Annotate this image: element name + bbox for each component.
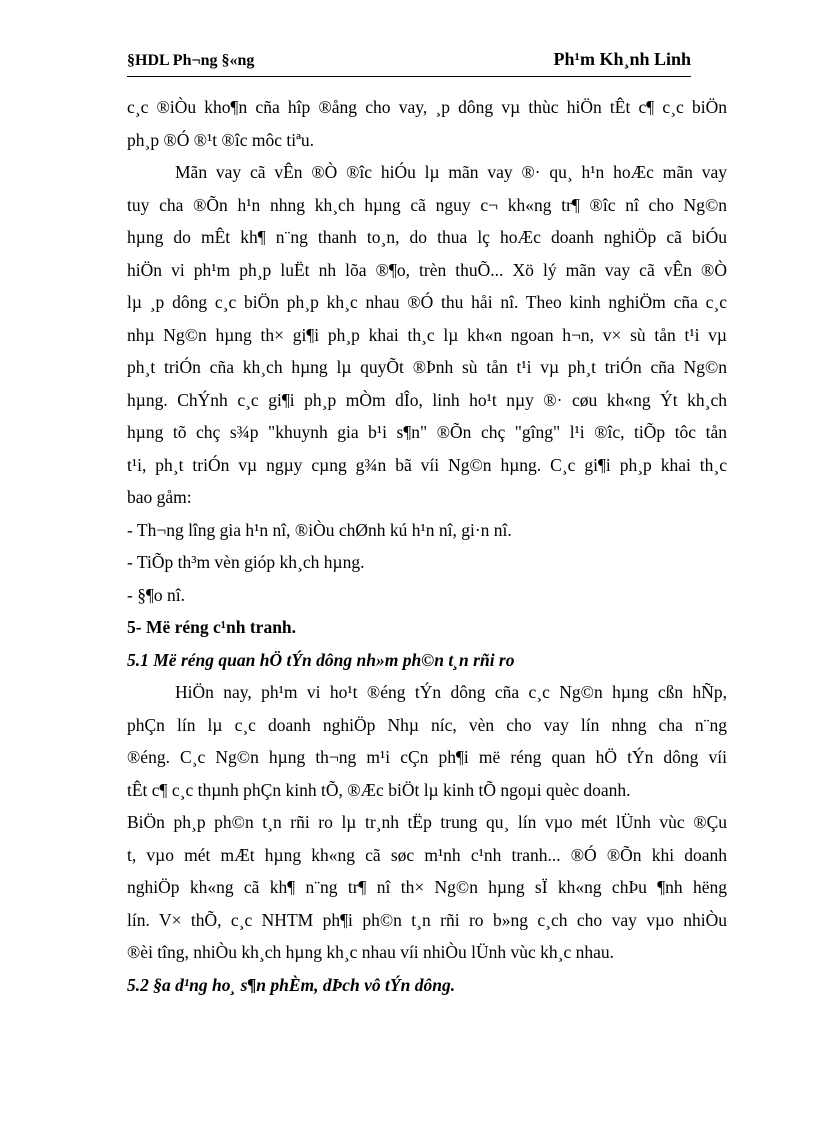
header-left-title: §HDL Ph¬ng §«ng [127,52,255,69]
page-header [127,48,691,77]
text-line: c¸c ®iÒu kho¶n cña hîp ®ång cho vay, ¸p dông vµ thùc hiÖn tÊt c¶ c¸c biÖn [127,97,727,117]
text-line: ®èi tîng, nhiÒu kh¸ch hµng kh¸c nhau víi nhiÒu lÜnh vùc kh¸c nhau. [127,942,615,962]
text-line: bao gåm: [127,487,192,507]
text-line: tÊt c¶ c¸c thµnh phÇn kinh tÕ, ®Æc biÖt lµ kinh tÕ ngoµi quèc doanh. [127,779,631,800]
text-line: ph¸p ®Ó ®¹t ®îc môc tiªu. [127,129,315,150]
text-line: HiÖn nay, ph¹m vi ho¹t ®éng tÝn dông cña c¸c Ng©n hµng cßn hÑp, [175,682,727,702]
text-line: hiÖn vi ph¹m ph¸p luËt nh lõa ®¶o, trèn thuÕ... Xö lý mãn vay cã vÊn ®Ò [127,259,727,280]
text-line: phÇn lín lµ c¸c doanh nghiÖp Nhµ níc, vèn cho vay lín nhng cha n¨ng [127,714,727,735]
text-line: BiÖn ph¸p ph©n t¸n rñi ro lµ tr¸nh tËp trung qu¸ lín vµo mét lÜnh vùc ®Çu [127,812,727,832]
text-line: Mãn vay cã vÊn ®Ò ®îc hiÓu lµ mãn vay ®· qu¸ h¹n hoÆc mãn vay [175,162,727,182]
text-line: hµng. ChÝnh c¸c gi¶i ph¸p mÒm dÎo, linh ho¹t nµy ®· cøu kh«ng Ýt kh¸ch [127,389,727,410]
text-line: ®éng. C¸c Ng©n hµng th¬ng m¹i cÇn ph¶i më réng quan hÖ tÝn dông víi [127,747,727,767]
text-line: t¹i, ph¸t triÓn vµ ngµy cµng g¾n bã víi Ng©n hµng. C¸c gi¶i ph¸p khai th¸c [127,454,727,475]
text-line: - §¶o nî. [127,584,185,605]
text-line: hµng tõ chç s¾p "khuynh gia b¹i s¶n" ®Õn chç "gîng" l¹i ®îc, tiÕp tôc tån [127,422,727,442]
text-line: - Th¬ng lîng gia h¹n nî, ®iÒu chØnh kú h¹n nî, gi·n nî. [127,519,512,540]
text-line: - TiÕp th³m vèn gióp kh¸ch hµng. [127,552,365,572]
text-line: 5.2 §a d¹ng ho¸ s¶n phÈm, dÞch vô tÝn dông. [127,974,456,995]
text-line: hµng do mÊt kh¶ n¨ng thanh to¸n, do thua lç hoÆc doanh nghiÖp cã biÓu [127,227,727,247]
text-line: 5- Më réng c¹nh tranh. [127,617,297,637]
text-line: tuy cha ®Õn h¹n nhng kh¸ch hµng cã nguy c¬ kh«ng tr¶ ®îc nî cho Ng©n [127,194,727,215]
header-right-author: Ph¹m Kh¸nh Linh [553,49,691,69]
text-line: nhµ Ng©n hµng th× gi¶i ph¸p khai th¸c lµ kh«n ngoan h¬n, v× sù tån t¹i vµ [127,324,727,345]
document-body [127,91,727,1001]
text-line: nghiÖp kh«ng cã kh¶ n¨ng tr¶ nî th× Ng©n hµng sÏ kh«ng chÞu ¶nh hëng [127,877,727,897]
text-line: 5.1 Më réng quan hÖ tÝn dông nh»m ph©n t¸n rñi ro [127,649,515,670]
text-line: ph¸t triÓn cña kh¸ch hµng lµ quyÕt ®Þnh sù tån t¹i vµ ph¸t triÓn cña Ng©n [127,357,727,377]
text-line: t, vµo mét mÆt hµng kh«ng cã søc m¹nh c¹nh tranh... ®Ó ®Õn khi doanh [127,844,727,865]
text-line: lµ ¸p dông c¸c biÖn ph¸p kh¸c nhau ®Ó thu håi nî. Theo kinh nghiÖm cña c¸c [127,292,727,312]
text-line: lín. V× thÕ, c¸c NHTM ph¶i ph©n t¸n rñi ro b»ng c¸ch cho vay vµo nhiÒu [127,909,727,930]
